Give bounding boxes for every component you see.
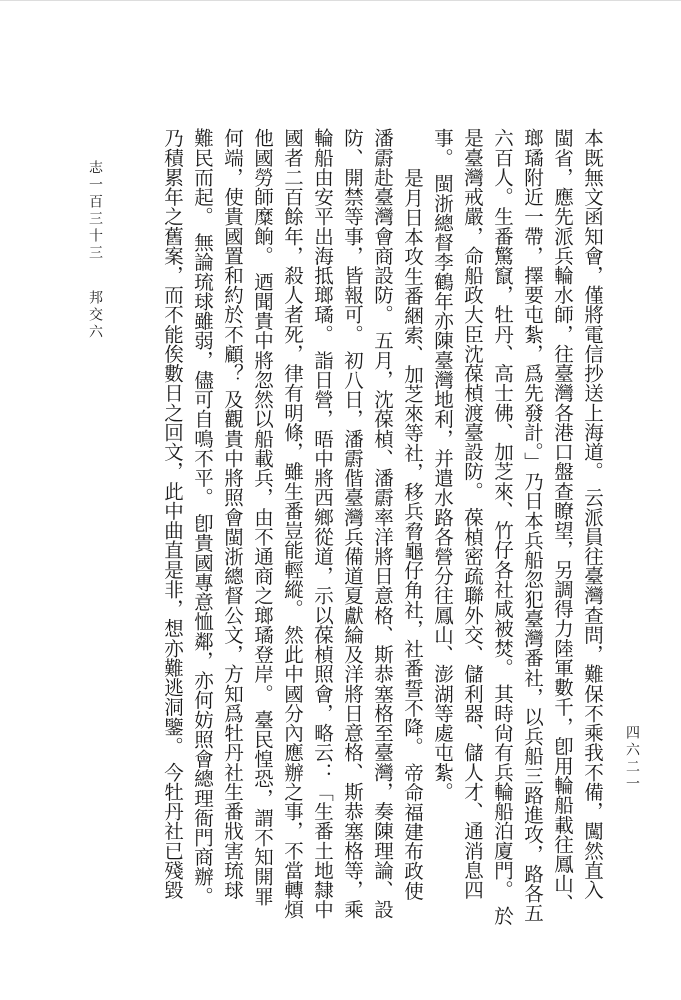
text-column-9: 防、開禁等事，皆報可。 初八日，潘霨偕臺灣兵備道夏獻綸及洋將日意格、斯恭塞格等，乘 xyxy=(341,128,364,920)
text-column-12: 他國勞師糜餉。 迺聞貴中將忽然以船載兵，由不通商之瑯璚登岸。 臺民惶恐，謂不知開罪 xyxy=(251,128,274,906)
text-column-7: 是月日本攻生番綑索、加芝來等社，移兵脅龜仔角社，社番誓不降。 帝命福建布政使 xyxy=(401,168,424,901)
text-column-5: 是臺灣戒嚴，命船政大臣沈葆楨渡臺設防。 葆楨密疏聯外交、儲利器、儲人才、通消息四 xyxy=(461,128,484,900)
page-number: 四六二一 xyxy=(624,725,640,793)
text-column-6: 事。 閩浙總督李鶴年亦陳臺灣地利，并遣水路各營分往鳳山、澎湖等處屯紮。 xyxy=(431,128,454,802)
text-column-3: 瑯璚附近一帶，擇要屯紮，爲先發計。」乃日本兵船忽犯臺灣番社，以兵船三路進攻，路各五 xyxy=(521,128,544,923)
running-head-volume: 志一百三十三 xyxy=(87,160,103,262)
text-column-11: 國者二百餘年，殺人者死，律有明條，雖生番豈能輕縱。 然此中國分內應辦之事，不當轉煩 xyxy=(281,128,304,920)
text-column-2: 閩省，應先派兵輪水師，往臺灣各港口盤查瞭望，另調得力陸軍數千，卽用輪船載往鳳山、 xyxy=(551,128,574,913)
text-column-13: 何端，使貴國置和約於不顧？ 及觀貴中將照會閩浙總督公文，方知爲牡丹社生番戕害琉球 xyxy=(221,128,244,900)
page-top-edge xyxy=(0,0,681,1)
text-column-10: 輪船由安平出海抵瑯璚。 詣日營，晤中將西鄉從道，示以葆楨照會，略云：「生番土地隸中 xyxy=(311,128,334,920)
text-column-15: 乃積累年之舊案，而不能俟數日之回文，此中曲直是非，想亦難逃洞鑒。 今牡丹社已殘毀 xyxy=(161,128,184,900)
text-column-1: 本既無文函知會，僅將電信抄送上海道。 云派員往臺灣查問，難保不乘我不備，闖然直入 xyxy=(581,128,604,900)
text-column-8: 潘霨赴臺灣會商設防。 五月，沈葆楨、潘霨率洋將日意格、斯恭塞格至臺灣，奏陳理論、設 xyxy=(371,128,394,920)
running-head-section: 邦交六 xyxy=(87,290,103,341)
text-column-4: 六百人。生番驚竄，牡丹、高士佛、加芝來、竹仔各社咸被焚。 其時尙有兵輪船泊廈門。 於 xyxy=(491,128,514,926)
text-column-14: 難民而起。 無論琉球雖弱，儘可自鳴不平。 卽貴國專意恤鄰，亦何妨照會總理衙門商辦。 xyxy=(191,128,214,906)
